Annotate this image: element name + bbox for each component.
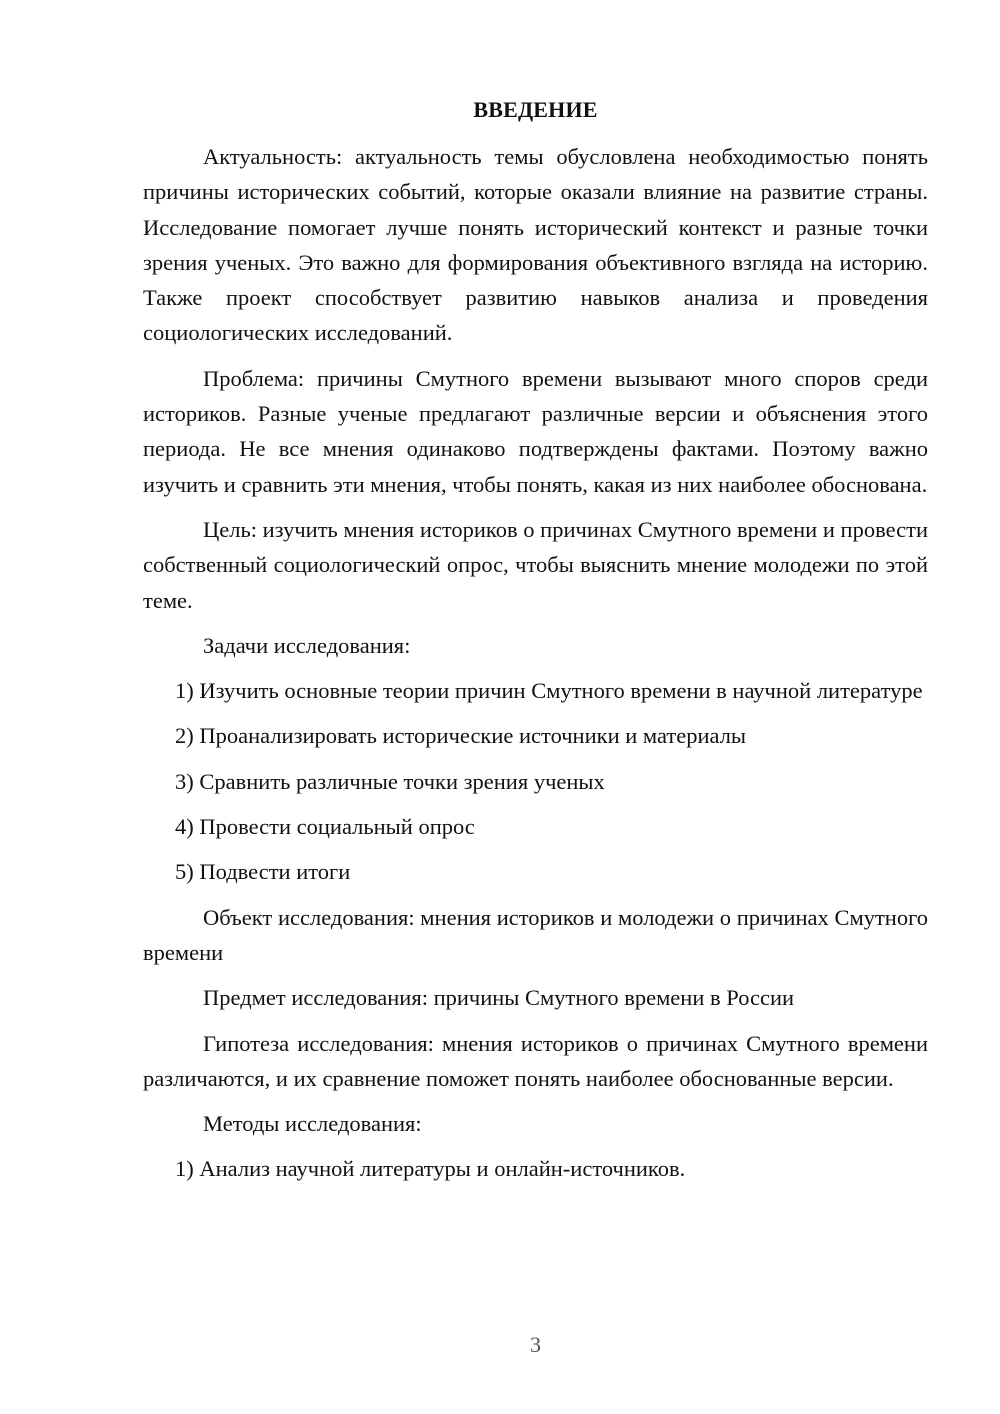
subject-paragraph: Предмет исследования: причины Смутного времени в России <box>203 985 795 1011</box>
task-item-4: 4) Провести социальный опрос <box>175 814 475 840</box>
page-title: ВВЕДЕНИЕ <box>473 97 598 122</box>
page-number: 3 <box>530 1332 541 1357</box>
page-content <box>143 95 928 1197</box>
hypothesis-paragraph: Гипотеза исследования: мнения историков о причинах Смутного времени различаются, и их сравнение поможет понять наиболее обоснованные версии. <box>143 1030 928 1091</box>
task-item-1: 1) Изучить основные теории причин Смутного времени в научной литературе <box>175 678 923 704</box>
object-paragraph: Объект исследования: мнения историков и молодежи о причинах Смутного времени <box>143 904 928 965</box>
task-item-3: 3) Сравнить различные точки зрения ученых <box>175 768 605 794</box>
relevance-paragraph: Актуальность: актуальность темы обусловлена необходимостью понять причины исторических событий, которые оказали влияние на развитие страны. Исследование помогает лучше понять исторический контекст и разные точки зрения ученых. Это важно для формирования объективного взгляда на историю. Также проект способствует развитию навыков анализа и проведения социологических исследований. <box>143 144 928 346</box>
goal-paragraph: Цель: изучить мнения историков о причинах Смутного времени и провести собственный социологический опрос, чтобы выяснить мнение молодежи по этой теме. <box>143 516 928 613</box>
task-item-2: 2) Проанализировать исторические источники и материалы <box>175 723 747 749</box>
problem-paragraph: Проблема: причины Смутного времени вызывают много споров среди историков. Разные ученые предлагают различные версии и объяснения этого периода. Не все мнения одинаково подтверждены фактами. Поэтому важно изучить и сравнить эти мнения, чтобы понять, какая из них наиболее обоснована. <box>143 365 928 497</box>
methods-heading: Методы исследования: <box>203 1111 422 1137</box>
task-item-5: 5) Подвести итоги <box>175 859 351 885</box>
tasks-heading: Задачи исследования: <box>203 632 411 658</box>
method-item-1: 1) Анализ научной литературы и онлайн-источников. <box>175 1156 686 1182</box>
